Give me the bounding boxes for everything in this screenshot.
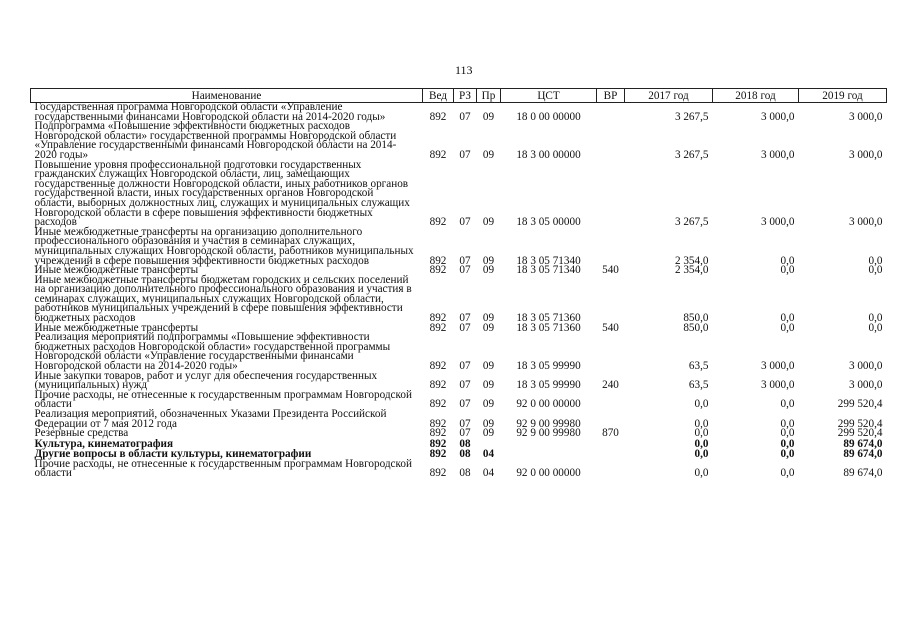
cell-2017: 0,0 [694,437,709,450]
cell-2019: 0,0 [868,264,883,277]
cell-cst: 92 9 00 99980 [516,417,581,430]
cell-cst: 18 3 05 00000 [516,216,581,229]
cell-vr: 540 [602,321,619,334]
cell-2018: 3 000,0 [760,110,795,123]
cell-vr [597,228,625,266]
cell-rz: 08 [459,448,471,461]
cell-name: Иные межбюджетные трансферты на организацию дополнительного профессионального образования и участия в семинарах служащих, муниципальных служащих Новгородской области, работников муниципальных учреждений в сфере повышения эффективности бюджетных расходов [34,225,414,267]
cell-pr: 09 [482,427,495,440]
cell-name: Реализация мероприятий, обозначенных Указами Президента Российской Федерации от 7 мая 2012 года [34,408,387,430]
cell-2017: 0,0 [694,398,709,411]
cell-ved: 892 [429,312,447,325]
cell-2017: 63,5 [688,379,709,392]
cell-2018: 0,0 [780,437,795,450]
cell-2017: 3 267,5 [674,148,709,161]
table-row [31,122,887,160]
header-2019: 2019 год [799,89,887,103]
header-2017: 2017 год [625,89,713,103]
cell-cst: 92 9 00 99980 [516,427,581,440]
cell-cst: 18 3 05 71360 [516,312,581,325]
table-row [31,372,887,391]
cell-name: Культура, кинематография [34,437,173,450]
cell-vr [597,333,625,371]
cell-2018: 3 000,0 [760,148,795,161]
cell-vr [597,391,625,410]
cell-pr: 09 [482,312,495,325]
header-pr: Пр [477,89,501,103]
cell-2019: 0,0 [868,312,883,325]
cell-name: Прочие расходы, не отнесенные к государственным программам Новгородской области [34,388,412,411]
cell-rz: 07 [459,321,471,334]
cell-2018: 0,0 [780,312,795,325]
cell-2017: 0,0 [694,467,709,480]
cell-cst: 18 3 00 00000 [516,148,581,161]
cell-pr: 09 [482,216,495,229]
cell-pr: 09 [482,254,495,267]
cell-2018: 3 000,0 [760,216,795,229]
cell-name: Повышение уровня профессиональной подготовки государственных гражданских служащих Новгородской области, лиц, замещающих государственные должности Новгородской области, иных работников органов государственной власти, иных государственных органов Новгородской области, выборных должностных лиц, служащих и муниципальных служащих Новгородской области в сфере повышения эффективности бюджетных расходов [34,158,410,229]
cell-ved: 892 [429,379,447,392]
cell-pr: 09 [482,321,495,334]
cell-rz: 07 [459,398,471,411]
header-name: Наименование [31,89,423,103]
cell-2018: 3 000,0 [760,379,795,392]
cell-cst [501,439,597,450]
cell-ved: 892 [429,321,447,334]
cell-vr [597,276,625,324]
table-row [31,460,887,479]
cell-vr [597,449,625,460]
cell-rz: 07 [459,427,471,440]
table-row [31,276,887,324]
cell-2019: 3 000,0 [848,110,883,123]
cell-2019: 89 674,0 [843,437,883,450]
cell-2017: 3 267,5 [674,110,709,123]
cell-ved: 892 [429,437,447,450]
cell-pr: 04 [482,467,495,480]
cell-pr: 09 [482,417,495,430]
table-row [31,333,887,371]
cell-vr [597,439,625,450]
cell-2019: 0,0 [868,254,883,267]
cell-2018: 3 000,0 [760,360,795,373]
cell-2019: 3 000,0 [848,216,883,229]
cell-pr: 09 [482,360,495,373]
cell-ved: 892 [429,254,447,267]
cell-2017: 850,0 [683,321,709,334]
page-number: 113 [455,63,473,77]
cell-cst: 18 3 05 71360 [516,321,581,334]
cell-2018: 0,0 [780,427,795,440]
cell-2019: 89 674,0 [843,448,883,461]
cell-rz: 08 [459,467,471,480]
cell-2018: 0,0 [780,398,795,411]
cell-2018: 0,0 [780,254,795,267]
header-vr: ВР [597,89,625,103]
cell-name: Иные межбюджетные трансферты [34,321,199,334]
cell-name: Другие вопросы в области культуры, кинематографии [34,448,312,461]
cell-name: Государственная программа Новгородской области «Управление государственными финансами Новгородской области на 2014-2020 годы» [34,101,386,123]
cell-rz: 08 [459,437,471,450]
cell-vr: 240 [602,379,619,392]
cell-pr: 09 [482,379,495,392]
cell-pr: 09 [482,398,495,411]
cell-name: Прочие расходы, не отнесенные к государственным программам Новгородской области [34,457,412,480]
cell-rz: 07 [459,312,471,325]
cell-rz: 07 [459,110,471,123]
cell-vr: 540 [602,264,619,277]
cell-pr: 09 [482,148,495,161]
cell-2018: 0,0 [780,467,795,480]
cell-rz: 07 [459,216,471,229]
cell-cst: 18 3 05 71340 [516,264,581,277]
cell-2018: 0,0 [780,417,795,430]
cell-ved: 892 [429,110,447,123]
cell-2017: 0,0 [694,448,709,461]
cell-vr [597,161,625,228]
cell-ved: 892 [429,360,447,373]
cell-name: Подпрограмма «Повышение эффективности бюджетных расходов Новгородской области» государственной программы Новгородской области «Управление государственными финансами Новгородской области на 2014-2020 годы» [34,120,397,161]
cell-pr: 04 [482,448,495,461]
cell-rz: 07 [459,148,471,161]
cell-pr: 09 [482,110,495,123]
cell-ved: 892 [429,148,447,161]
cell-rz: 07 [459,417,471,430]
cell-2019: 299 520,4 [837,427,883,440]
cell-ved: 892 [429,448,447,461]
cell-cst: 92 0 00 00000 [516,398,581,411]
cell-2019: 3 000,0 [848,379,883,392]
budget-table [30,88,887,479]
cell-2019: 3 000,0 [848,360,883,373]
cell-2017: 2 354,0 [674,264,709,277]
header-2018: 2018 год [713,89,799,103]
cell-2019: 299 520,4 [837,398,883,411]
cell-2017: 0,0 [694,417,709,430]
cell-2018: 0,0 [780,264,795,277]
cell-cst: 18 0 00 00000 [516,110,581,123]
header-rz: РЗ [454,89,477,103]
cell-2019: 3 000,0 [848,148,883,161]
cell-name: Реализация мероприятий подпрограммы «Повышение эффективности бюджетных расходов Новгородской области» государственной программы Новгородской области «Управление государственными финансами Новгородской области на 2014-2020 годы» [34,331,391,373]
cell-cst [501,449,597,460]
cell-2017: 63,5 [688,360,709,373]
cell-rz: 07 [459,254,471,267]
cell-2019: 0,0 [868,321,883,334]
table-row [31,161,887,228]
cell-ved: 892 [429,467,447,480]
cell-pr: 09 [482,264,495,277]
cell-2017: 2 354,0 [674,254,709,267]
cell-ved: 892 [429,264,447,277]
cell-ved: 892 [429,216,447,229]
cell-2017: 850,0 [683,312,709,325]
cell-rz: 07 [459,360,471,373]
cell-cst: 18 3 05 71340 [516,254,581,267]
cell-name: Иные закупки товаров, работ и услуг для обеспечения государственных (муниципальных) нужд [34,369,378,392]
cell-2017: 3 267,5 [674,216,709,229]
cell-2017: 0,0 [694,427,709,440]
cell-ved: 892 [429,427,447,440]
table-row [31,228,887,266]
cell-2018: 0,0 [780,321,795,334]
cell-name: Резервные средства [34,427,129,440]
cell-2018: 0,0 [780,448,795,461]
cell-name: Иные межбюджетные трансферты [34,264,199,277]
cell-vr [597,122,625,160]
cell-2019: 299 520,4 [837,417,883,430]
cell-cst: 18 3 05 99990 [516,379,581,392]
cell-ved: 892 [429,398,447,411]
cell-name: Иные межбюджетные трансферты бюджетам городских и сельских поселений на организацию дополнительного профессионального образования и участия в семинарах служащих, муниципальных служащих Новгородской области, работников муниципальных учреждений в сфере повышения эффективности бюджетных расходов [34,273,412,325]
cell-rz: 07 [459,264,471,277]
cell-ved: 892 [429,417,447,430]
cell-vr [597,103,625,123]
cell-cst: 92 0 00 00000 [516,467,581,480]
cell-rz: 07 [459,379,471,392]
cell-2019: 89 674,0 [843,467,883,480]
cell-cst: 18 3 05 99990 [516,360,581,373]
header-ved: Вед [423,89,454,103]
cell-vr [597,460,625,479]
cell-vr: 870 [602,427,619,440]
header-cst: ЦСТ [501,89,597,103]
